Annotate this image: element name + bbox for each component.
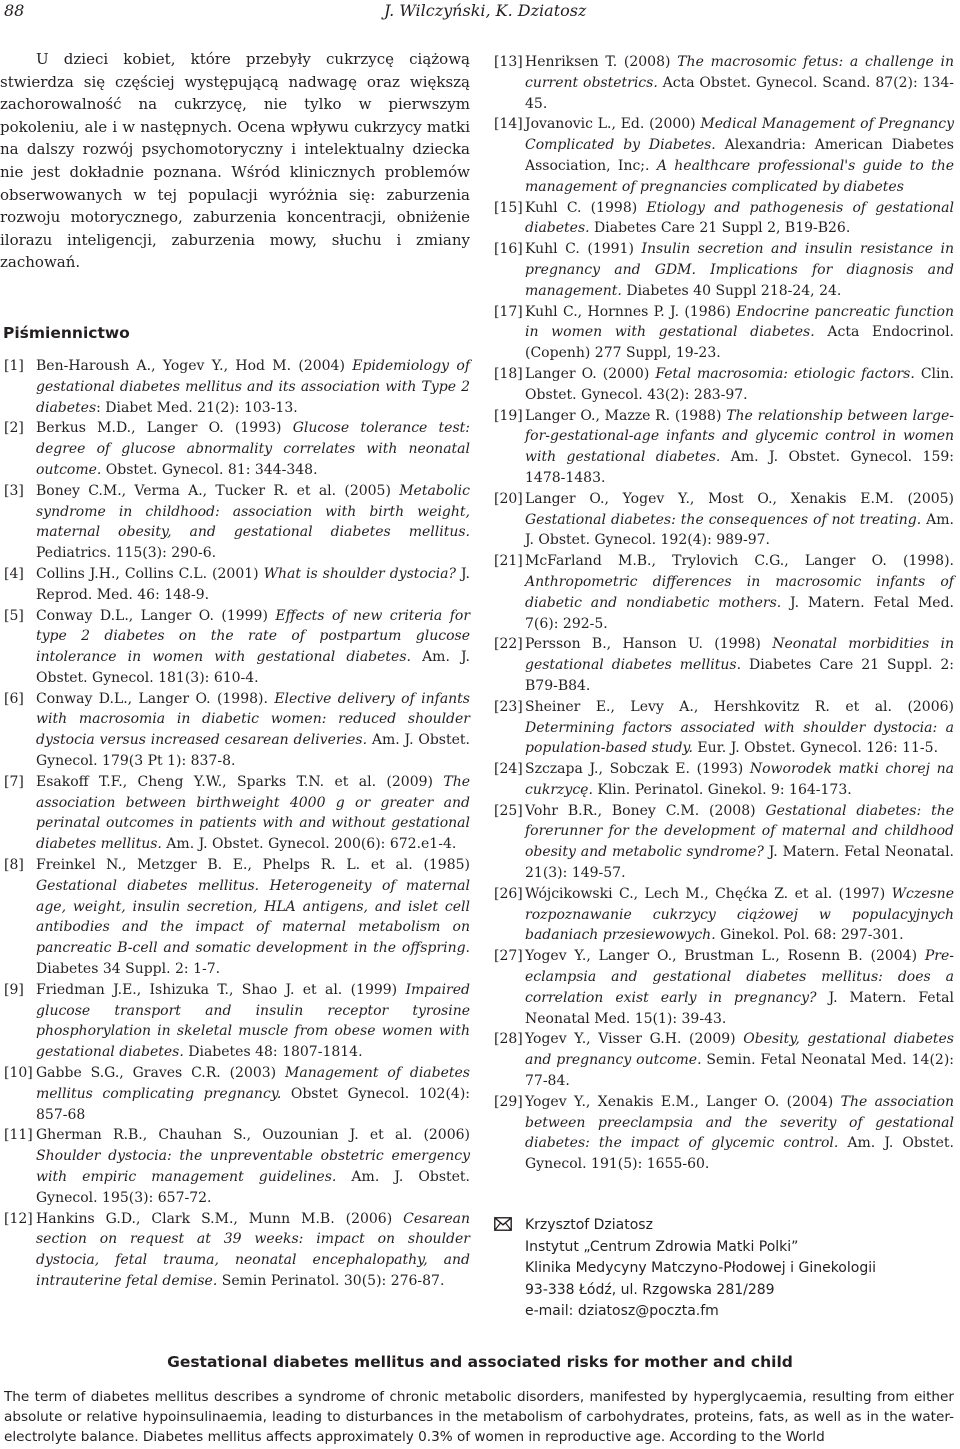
reference-number: [6] bbox=[4, 690, 24, 707]
reference-source: Semin Perinatol. 30(5): 276-87. bbox=[217, 1273, 445, 1289]
reference-source: Am. J. Obstet. Gynecol. 192(4): 989-97. bbox=[525, 511, 954, 549]
reference-number: [21] bbox=[494, 553, 523, 570]
reference-title: Effects of new criteria for type 2 diabetes on the rate of postpartum glucose intolerance in women with gestational diabetes. bbox=[36, 607, 471, 666]
reference-authors: Gherman R.B., Chauhan S., Ouzounian J. et al. (2006) bbox=[36, 1127, 470, 1144]
reference-item bbox=[492, 239, 954, 301]
reference-title: Pre-eclampsia and gestational diabetes mellitus: does a correlation exist early in pregnancy? bbox=[525, 948, 954, 1006]
reference-item bbox=[492, 946, 954, 1029]
reference-item bbox=[0, 481, 470, 564]
abstract-text: The term of diabetes mellitus describes a syndrome of chronic metabolic disorders, manifested by hyperglycaemia, resulting from either absolute or relative hypoinsulinaemia, leading to disturbances in the metabolism of carbohydrates, proteins, fats, as well as in the water-electrolyte balance. Diabetes mellitus affects approximately 0.3% of women in reproductive age. According to the World bbox=[4, 1389, 954, 1445]
reference-title: Neonatal morbidities in gestational diabetes mellitus. bbox=[525, 636, 954, 674]
page-number: 88 bbox=[4, 1, 25, 20]
reference-title: What is shoulder dystocia? bbox=[263, 565, 456, 582]
reference-authors: Esakoff T.F., Cheng Y.W., Sparks T.N. et al. (2009) bbox=[36, 773, 444, 790]
reference-authors: Wójcikowski C., Lech M., Chęćka Z. et al. (1997) bbox=[525, 885, 892, 902]
reference-title: Anthropometric differences in macrosomic infants of diabetic and nondiabetic mothers. bbox=[525, 573, 954, 611]
intro-section bbox=[0, 48, 470, 274]
reference-authors: Kuhl C. (1998) bbox=[525, 199, 647, 216]
reference-source: Semin. Fetal Neonatal Med. 14(2): 77-84. bbox=[525, 1052, 955, 1090]
reference-authors: Yogev Y., Xenakis E.M., Langer O. (2004) bbox=[525, 1093, 841, 1110]
reference-title: Determining factors associated with shoulder dystocia: a population-based study. bbox=[525, 719, 954, 757]
reference-number: [27] bbox=[494, 948, 523, 965]
reference-source: Diabetes 34 Suppl. 2: 1-7. bbox=[36, 961, 221, 978]
contact-name: Krzysztof Dziatosz bbox=[525, 1217, 653, 1234]
reference-source: Am. J. Obstet. Gynecol. 195(3): 657-72. bbox=[36, 1169, 470, 1206]
reference-authors: Persson B., Hanson U. (1998) bbox=[525, 636, 773, 653]
reference-number: [28] bbox=[494, 1031, 523, 1048]
reference-authors: Vohr B.R., Boney C.M. (2008) bbox=[525, 802, 766, 819]
reference-authors: Sheiner E., Levy A., Hershkovitz R. et al. (2006) bbox=[525, 698, 954, 715]
reference-title: The relationship between large-for-gestational-age infants and glycemic control in women with gestational diabetes. bbox=[525, 407, 955, 466]
correspondence-block bbox=[492, 1215, 954, 1323]
reference-number: [22] bbox=[494, 636, 523, 653]
reference-title: Elective delivery of infants with macrosomia in diabetic women: reduced shoulder dystocia versus increased cesarean deliveries. bbox=[36, 690, 470, 749]
reference-authors: Hankins G.D., Clark S.M., Munn M.B. (2006) bbox=[36, 1210, 404, 1227]
reference-number: [18] bbox=[494, 365, 523, 382]
reference-source: Am. J. Obstet. Gynecol. 191(5): 1655-60. bbox=[525, 1135, 954, 1173]
reference-authors: Kuhl C. (1991) bbox=[525, 241, 642, 258]
reference-source: J. Reprod. Med. 46: 148-9. bbox=[36, 565, 470, 603]
reference-item bbox=[492, 364, 954, 406]
reference-source: Am. J. Obstet. Gynecol. 200(6): 672.e1-4. bbox=[161, 836, 457, 853]
reference-title: Wczesne rozpoznawanie cukrzycy ciążowej w populacyjnych badaniach przesiewowych. bbox=[525, 885, 954, 944]
reference-source: Diabetes Care 21 Suppl 2, B19-B26. bbox=[589, 220, 851, 237]
reference-source: Diabetes 40 Suppl 218-24, 24. bbox=[621, 282, 842, 299]
reference-source: Obstet. Gynecol. 81: 344-348. bbox=[101, 461, 318, 478]
reference-item bbox=[492, 801, 954, 884]
reference-title: Endocrine pancreatic function in women with gestational diabetes. bbox=[525, 303, 954, 341]
reference-source: Ginekol. Pol. 68: 297-301. bbox=[715, 927, 904, 944]
reference-source: Klin. Perinatol. Ginekol. 9: 164-173. bbox=[592, 781, 852, 798]
reference-source: : Diabet Med. 21(2): 103-13. bbox=[96, 399, 298, 416]
reference-item bbox=[0, 1063, 470, 1125]
reference-number: [7] bbox=[4, 773, 24, 790]
reference-source: Diabetes Care 21 Suppl. 2: B79-B84. bbox=[525, 657, 955, 694]
reference-number: [9] bbox=[4, 981, 24, 998]
reference-source: Diabetes 48: 1807-1814. bbox=[183, 1044, 363, 1061]
reference-number: [5] bbox=[4, 607, 24, 624]
reference-title: Medical Management of Pregnancy Complicated by Diabetes. bbox=[525, 116, 955, 154]
page-header bbox=[0, 0, 960, 28]
intro-paragraph: U dzieci kobiet, które przebyły cukrzycę ciążową stwierdza się częściej występującą nadwagę oraz większą zachorowalność na cukrzycę, nie tylko w pierwszym pokoleniu, ale i w następnych. Ocena wpływu cukrzycy matki na dalszy rozwój psychomotoryczny i intelektualny dziecka nie jest dokładnie poznana. Wśród klinicznych problemów obserwowanych w tej populacji wyróżnia się: zaburzenia rozwoju motorycznego, zaburzenia koncentracji, obniżenie ilorazu inteligencji, zaburzenia mowy, słuchu i zmiany zachowań. bbox=[0, 50, 470, 272]
reference-source: Am. J. Obstet. Gynecol. 159: 1478-1483. bbox=[525, 449, 954, 486]
reference-source: Obstet Gynecol. 102(4): 857-68 bbox=[36, 1085, 470, 1123]
reference-title: Gestational diabetes: the consequences of not treating. bbox=[525, 511, 922, 528]
contact-email[interactable]: e-mail: dziatosz@poczta.fm bbox=[525, 1303, 719, 1320]
reference-title: Gestational diabetes mellitus. Heterogeneity of maternal age, weight, insulin secretion, HLA antigens, and islet cell antibodies and the impact of maternal metabolism on pancreatic B-cell and somatic development in the offspring. bbox=[36, 877, 470, 957]
reference-item bbox=[492, 1092, 954, 1175]
reference-title: Cesarean section on request at 39 weeks: impact on shoulder dystocia, fetal trauma, neonatal encephalopathy, and intrauterine fetal demise. bbox=[36, 1210, 470, 1289]
reference-source: Am. J. Obstet. Gynecol. 179(3 Pt 1): 837-8. bbox=[36, 732, 470, 770]
reference-list-left bbox=[0, 356, 470, 1292]
reference-authors: Gabbe S.G., Graves C.R. (2003) bbox=[36, 1065, 286, 1082]
reference-title: Gestational diabetes: the forerunner for the development of maternal and childhood obesity and metabolic syndrome? bbox=[525, 802, 954, 861]
reference-number: [23] bbox=[494, 698, 523, 715]
reference-item bbox=[0, 356, 470, 418]
reference-authors: Ben-Haroush A., Yogev Y., Hod M. (2004) bbox=[36, 357, 353, 374]
reference-title: Etiology and pathogenesis of gestational diabetes. bbox=[525, 199, 954, 237]
reference-source: Am. J. Obstet. Gynecol. 181(3): 610-4. bbox=[36, 649, 470, 686]
reference-number: [25] bbox=[494, 802, 523, 819]
reference-number: [17] bbox=[494, 303, 523, 320]
reference-item bbox=[492, 551, 954, 634]
reference-title: Metabolic syndrome in childhood: association with birth weight, maternal obesity, and gestational diabetes mellitus. bbox=[36, 482, 470, 541]
contact-institute: Instytut „Centrum Zdrowia Matki Polki” bbox=[525, 1238, 799, 1255]
reference-number: [12] bbox=[4, 1210, 33, 1227]
reference-list-right bbox=[492, 52, 954, 1175]
running-head: J. Wilczyński, K. Dziatosz bbox=[384, 1, 587, 20]
reference-source: Pediatrics. 115(3): 290-6. bbox=[36, 545, 217, 562]
reference-title: Shoulder dystocia: the unpreventable obstetric emergency with empiric management guidelines. bbox=[36, 1148, 470, 1186]
reference-title: Fetal macrosomia: etiologic factors. bbox=[655, 365, 915, 382]
reference-number: [29] bbox=[494, 1093, 523, 1110]
reference-number: [4] bbox=[4, 565, 24, 582]
reference-item bbox=[492, 52, 954, 114]
reference-item bbox=[492, 697, 954, 759]
reference-item bbox=[492, 302, 954, 364]
reference-source: J. Matern. Fetal Neonatal. 21(3): 149-57. bbox=[525, 844, 954, 882]
reference-item bbox=[0, 418, 470, 480]
reference-number: [19] bbox=[494, 407, 523, 424]
reference-item bbox=[492, 634, 954, 696]
reference-item bbox=[492, 114, 954, 197]
reference-item bbox=[0, 689, 470, 772]
reference-number: [13] bbox=[494, 54, 523, 70]
reference-authors: Yogev Y., Visser G.H. (2009) bbox=[525, 1031, 744, 1048]
reference-number: [11] bbox=[4, 1127, 33, 1144]
reference-source: Alexandria: American Diabetes Association, Inc;. bbox=[525, 137, 954, 174]
reference-authors: Langer O., Mazze R. (1988) bbox=[525, 407, 727, 424]
reference-number: [3] bbox=[4, 482, 24, 499]
reference-item bbox=[0, 1125, 470, 1208]
reference-number: [20] bbox=[494, 490, 523, 507]
reference-item bbox=[492, 489, 954, 551]
reference-source: J. Matern. Fetal Neonatal Med. 15(1): 39-43. bbox=[525, 989, 954, 1027]
reference-item bbox=[492, 1029, 954, 1091]
reference-number: [8] bbox=[4, 857, 24, 874]
reference-title: Impaired glucose transport and insulin receptor tyrosine phosphorylation in skeletal muscle from obese women with gestational diabetes. bbox=[36, 981, 470, 1061]
reference-source: Acta Endocrinol. (Copenh) 277 Suppl, 19-23. bbox=[525, 324, 954, 362]
reference-title: Management of diabetes mellitus complicating pregnancy. bbox=[36, 1065, 470, 1102]
reference-source: Acta Obstet. Gynecol. Scand. 87(2): 134-45. bbox=[525, 74, 954, 112]
reference-title: Insulin secretion and insulin resistance in pregnancy and GDM. Implications for diagnosis and management. bbox=[525, 241, 955, 299]
reference-authors: Szczapa J., Sobczak E. (1993) bbox=[525, 761, 750, 778]
reference-item bbox=[0, 855, 470, 980]
reference-authors: Yogev Y., Langer O., Brustman L., Rosenn B. (2004) bbox=[525, 948, 925, 965]
reference-title: The association between birthweight 4000 g or greater and perinatal outcomes in patients with and without gestational diabetes mellitus. bbox=[36, 773, 470, 853]
reference-item bbox=[492, 198, 954, 240]
reference-authors: Conway D.L., Langer O. (1998). bbox=[36, 690, 275, 707]
reference-authors: Jovanovic L., Ed. (2000) bbox=[525, 116, 701, 133]
envelope-icon bbox=[494, 1217, 512, 1231]
reference-number: [2] bbox=[4, 420, 24, 437]
reference-item bbox=[0, 980, 470, 1063]
reference-number: [16] bbox=[494, 241, 523, 258]
reference-title-secondary: A healthcare professional's guide to the management of pregnancies complicated by diabetes bbox=[525, 157, 954, 195]
reference-title: The macrosomic fetus: a challenge in current obstetrics. bbox=[525, 54, 954, 91]
reference-source: J. Matern. Fetal Med. 7(6): 292-5. bbox=[525, 594, 954, 632]
reference-item bbox=[0, 606, 470, 689]
reference-title: Epidemiology of gestational diabetes mellitus and its association with Type 2 diabetes bbox=[36, 357, 470, 416]
reference-title: Obesity, gestational diabetes and pregnancy outcome. bbox=[525, 1031, 954, 1069]
reference-authors: Friedman J.E., Ishizuka T., Shao J. et al. (1999) bbox=[36, 981, 406, 998]
reference-item bbox=[0, 1209, 470, 1292]
reference-authors: Freinkel N., Metzger B. E., Phelps R. L. et al. (1985) bbox=[36, 857, 470, 874]
reference-authors: Kuhl C., Hornnes P. J. (1986) bbox=[525, 303, 737, 320]
reference-number: [24] bbox=[494, 761, 523, 778]
references-heading: Piśmiennictwo bbox=[3, 323, 130, 342]
abstract-title: Gestational diabetes mellitus and associated risks for mother and child bbox=[167, 1353, 793, 1371]
reference-authors: Berkus M.D., Langer O. (1993) bbox=[36, 420, 293, 437]
reference-source: Eur. J. Obstet. Gynecol. 126: 11-5. bbox=[692, 740, 939, 757]
reference-authors: Boney C.M., Verma A., Tucker R. et al. (2005) bbox=[36, 482, 400, 499]
reference-number: [1] bbox=[4, 357, 24, 374]
right-column bbox=[492, 52, 954, 1323]
reference-number: [10] bbox=[4, 1065, 33, 1082]
reference-title: The association between preeclampsia and the severity of gestational diabetes: the impact of glycemic control. bbox=[525, 1093, 954, 1152]
reference-source: Clin. Obstet. Gynecol. 43(2): 283-97. bbox=[525, 365, 954, 403]
left-column bbox=[0, 48, 470, 1292]
reference-number: [26] bbox=[494, 885, 523, 902]
reference-authors: McFarland M.B., Trylovich C.G., Langer O. (1998). bbox=[525, 553, 954, 570]
reference-authors: Henriksen T. (2008) bbox=[525, 54, 678, 70]
reference-authors: Langer O., Yogev Y., Most O., Xenakis E.M. (2005) bbox=[525, 490, 954, 507]
reference-item bbox=[492, 406, 954, 489]
reference-number: [15] bbox=[494, 199, 523, 216]
reference-item bbox=[0, 564, 470, 606]
reference-title: Glucose tolerance test: degree of glucose abnormality correlates with neonatal outcome. bbox=[36, 420, 470, 478]
contact-address: 93-338 Łódź, ul. Rzgowska 281/289 bbox=[525, 1281, 775, 1298]
reference-authors: Langer O. (2000) bbox=[525, 365, 656, 382]
reference-item bbox=[492, 759, 954, 801]
reference-item bbox=[492, 884, 954, 946]
reference-authors: Conway D.L., Langer O. (1999) bbox=[36, 607, 276, 624]
reference-number: [14] bbox=[494, 116, 523, 133]
reference-item bbox=[0, 772, 470, 855]
reference-title: Noworodek matki chorej na cukrzycę. bbox=[525, 761, 954, 798]
contact-clinic: Klinika Medycyny Matczyno-Płodowej i Ginekologii bbox=[525, 1260, 876, 1277]
reference-authors: Collins J.H., Collins C.L. (2001) bbox=[36, 565, 264, 582]
